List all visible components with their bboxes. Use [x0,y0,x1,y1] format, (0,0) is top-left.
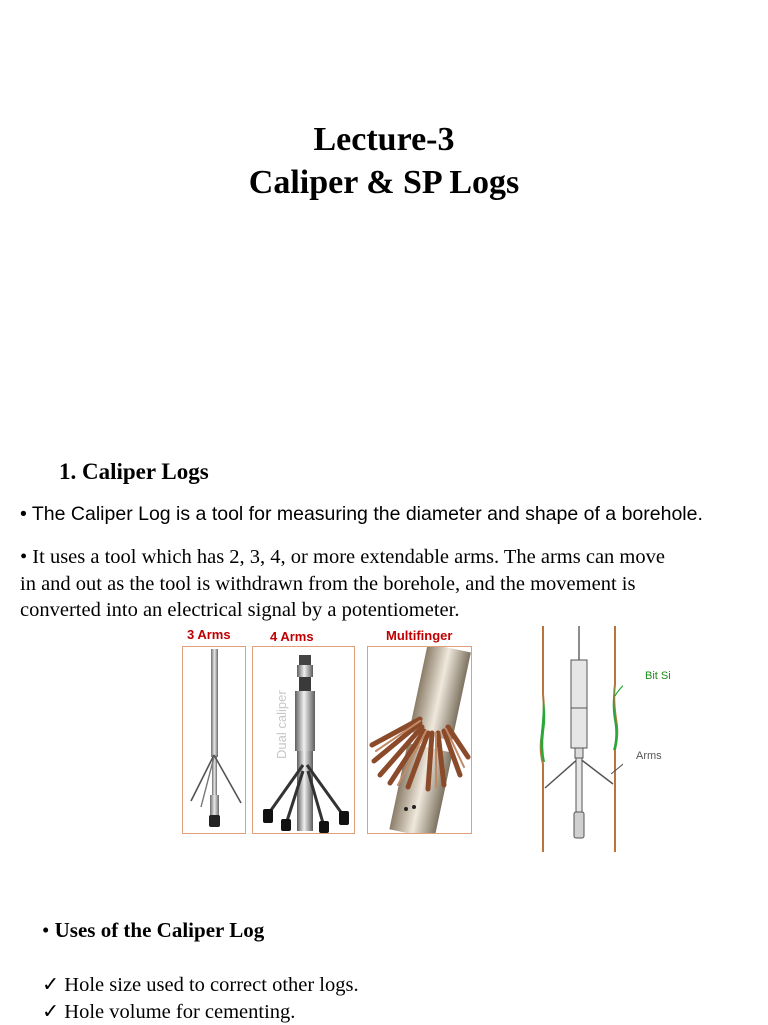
arms-annotation: Arms [636,750,662,762]
bullet-caliper-definition: • The Caliper Log is a tool for measuring the diameter and shape of a borehole. [20,503,703,526]
section-heading: 1. Caliper Logs [59,459,209,485]
list-item: ✓ Hole size used to correct other logs. [42,972,359,999]
four-arm-tool-illustration [253,647,355,834]
bit-size-annotation: Bit Si [645,670,671,682]
label-4-arms: 4 Arms [270,629,314,644]
bullet-arms-description [20,544,760,624]
title-line-1: Lecture-3 [0,118,768,161]
uses-list [42,972,359,1025]
paragraph-line: • It uses a tool which has 2, 3, 4, or more extendable arms. The arms can move [20,544,760,571]
multifinger-tool-illustration [368,647,472,834]
slide-title [0,118,768,204]
dual-caliper-watermark: Dual caliper [274,690,289,759]
borehole-diagram-illustration [533,624,623,854]
label-3-arms: 3 Arms [187,627,231,642]
three-arm-tool-illustration [183,647,246,834]
three-arm-caliper-image [182,646,246,834]
uses-bullet: • [42,918,49,942]
title-line-2: Caliper & SP Logs [0,161,768,204]
four-arm-caliper-image [252,646,355,834]
uses-heading [42,918,264,943]
borehole-caliper-diagram [533,624,623,854]
multifinger-caliper-image [367,646,472,834]
paragraph-line: in and out as the tool is withdrawn from the borehole, and the movement is [20,571,760,598]
label-multifinger: Multifinger [386,628,452,643]
uses-heading-text: Uses of the Caliper Log [55,918,265,942]
paragraph-line: converted into an electrical signal by a potentiometer. [20,597,760,624]
list-item: ✓ Hole volume for cementing. [42,999,359,1025]
